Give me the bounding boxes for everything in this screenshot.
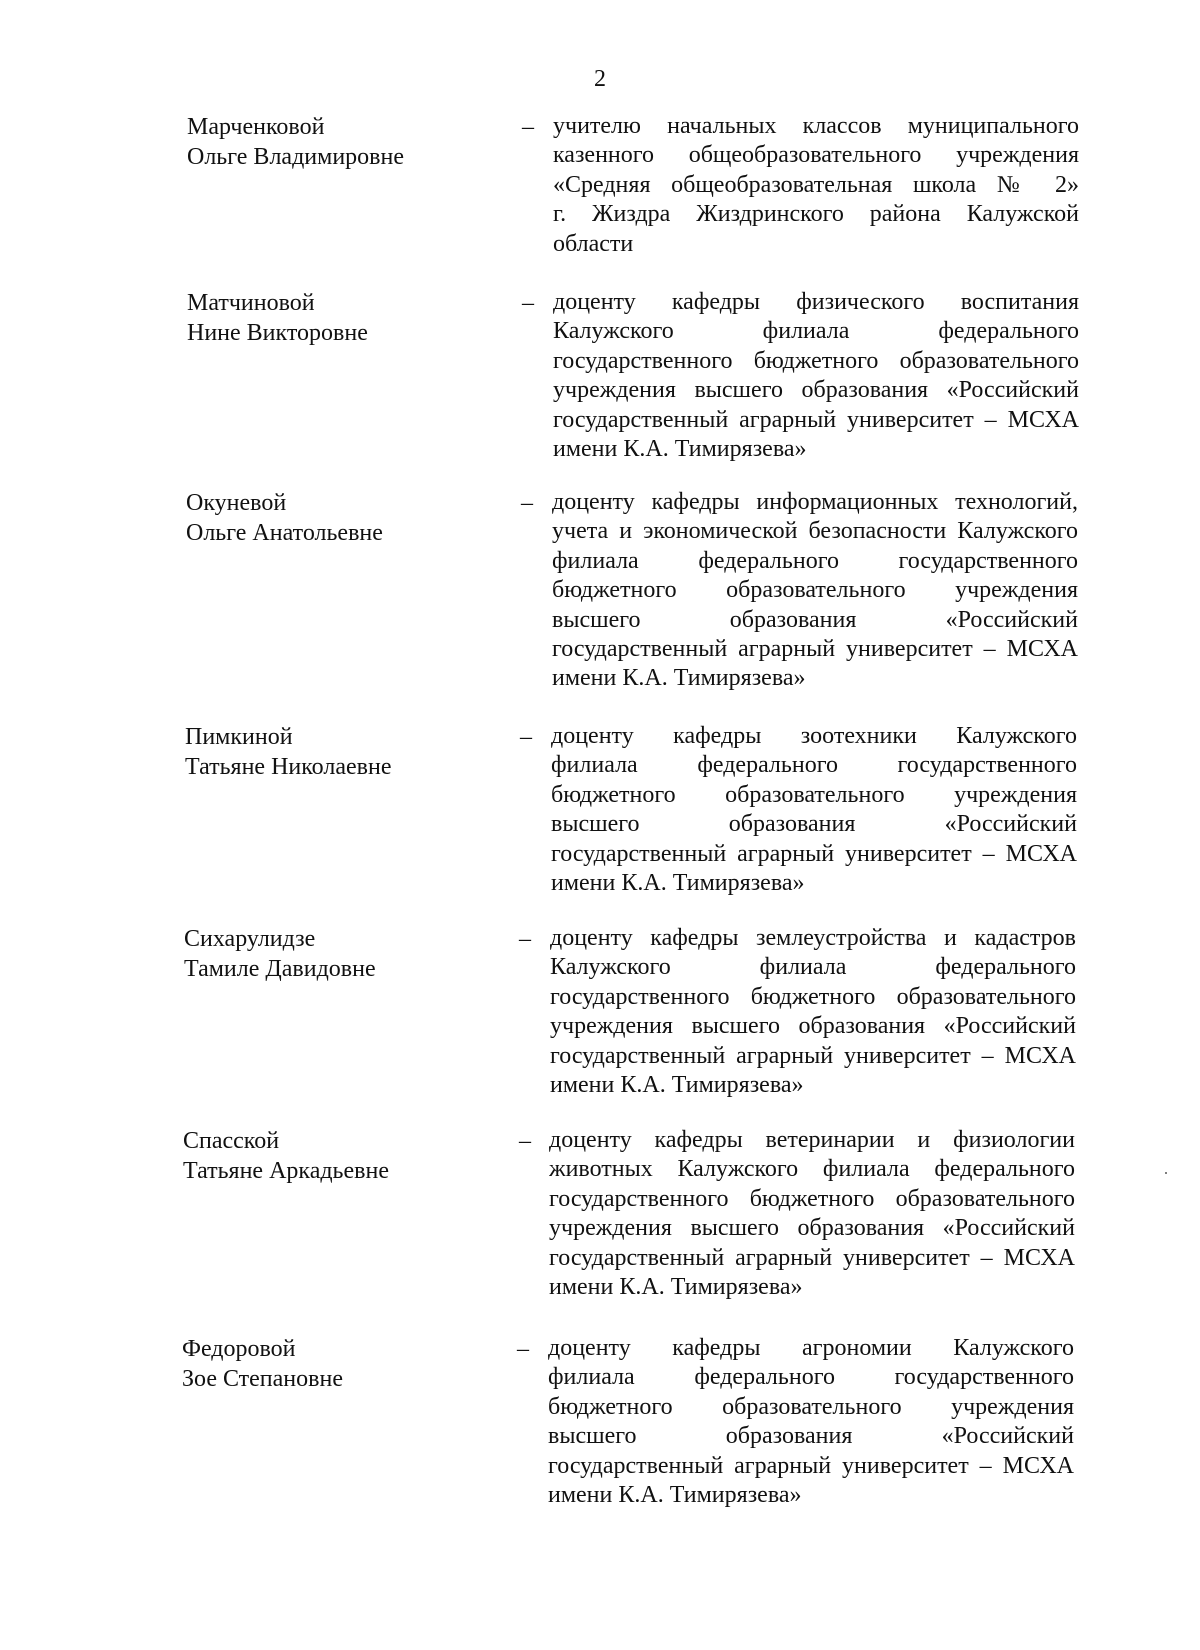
description-line: государственного бюджетного образовательного xyxy=(549,1185,1075,1212)
person-given-names: Татьяне Аркадьевне xyxy=(183,1158,389,1184)
description-line: учреждения высшего образования «Российский xyxy=(550,1013,1076,1040)
description-line: животных Калужского филиала федерального xyxy=(549,1156,1075,1183)
description-line: государственный аграрный университет – МСХА xyxy=(548,1452,1074,1479)
description-line: доценту кафедры зоотехники Калужского xyxy=(551,723,1077,749)
description-line: доценту кафедры физического воспитания xyxy=(553,289,1079,315)
description-line: учета и экономической безопасности Калужского xyxy=(552,518,1078,545)
position-description xyxy=(551,722,1077,898)
description-line: г. Жиздра Жиздринского района Калужской xyxy=(553,201,1079,228)
person-name xyxy=(187,288,487,348)
person-surname: Федоровой xyxy=(182,1336,296,1362)
person-given-names: Татьяне Николаевне xyxy=(185,754,392,780)
description-line: имени К.А. Тимирязева» xyxy=(553,436,807,463)
person-given-names: Ольге Владимировне xyxy=(187,144,404,170)
person-name xyxy=(187,112,487,172)
person-name xyxy=(185,722,485,782)
description-line: имени К.А. Тимирязева» xyxy=(552,665,806,692)
position-description xyxy=(552,488,1078,694)
description-line: филиала федерального государственного xyxy=(548,1364,1074,1391)
entry-dash: – xyxy=(519,926,531,952)
entry-dash: – xyxy=(522,114,534,140)
person-name xyxy=(183,1126,483,1186)
person-surname: Матчиновой xyxy=(187,290,315,316)
description-line: бюджетного образовательного учреждения xyxy=(551,781,1077,808)
person-name xyxy=(186,488,486,548)
description-line: государственного бюджетного образовательного xyxy=(550,983,1076,1010)
entry-dash: – xyxy=(519,1128,531,1154)
position-description xyxy=(548,1334,1074,1510)
description-line: бюджетного образовательного учреждения xyxy=(552,577,1078,604)
description-line: государственный аграрный университет – МСХА xyxy=(552,636,1078,663)
description-line: доценту кафедры ветеринарии и физиологии xyxy=(549,1127,1075,1153)
person-given-names: Тамиле Давидовне xyxy=(184,956,376,982)
person-name xyxy=(182,1334,482,1394)
page-number: 2 xyxy=(594,66,606,92)
position-description xyxy=(553,288,1079,464)
person-surname: Окуневой xyxy=(186,490,287,516)
description-line: учреждения высшего образования «Российский xyxy=(553,377,1079,404)
person-surname: Спасской xyxy=(183,1128,280,1154)
position-description xyxy=(549,1126,1075,1302)
scan-speck xyxy=(1165,1172,1167,1174)
description-line: государственный аграрный университет – МСХА xyxy=(553,406,1079,433)
description-line: высшего образования «Российский xyxy=(548,1423,1074,1450)
description-line: государственный аграрный университет – МСХА xyxy=(551,840,1077,867)
description-line: филиала федерального государственного xyxy=(551,752,1077,779)
entry-dash: – xyxy=(520,724,532,750)
description-line: имени К.А. Тимирязева» xyxy=(548,1482,802,1509)
description-line: высшего образования «Российский xyxy=(552,606,1078,633)
description-line: имени К.А. Тимирязева» xyxy=(550,1072,804,1099)
description-line: доценту кафедры агрономии Калужского xyxy=(548,1335,1074,1361)
position-description xyxy=(553,112,1079,259)
description-line: области xyxy=(553,230,634,257)
person-given-names: Зое Степановне xyxy=(182,1366,343,1392)
entry-dash: – xyxy=(522,290,534,316)
description-line: высшего образования «Российский xyxy=(551,811,1077,838)
description-line: государственный аграрный университет – МСХА xyxy=(549,1244,1075,1271)
description-line: казенного общеобразовательного учреждения xyxy=(553,142,1079,169)
person-surname: Марченковой xyxy=(187,114,325,140)
description-line: государственный аграрный университет – МСХА xyxy=(550,1042,1076,1069)
description-line: доценту кафедры информационных технологий, xyxy=(552,489,1078,515)
person-surname: Пимкиной xyxy=(185,724,293,750)
position-description xyxy=(550,924,1076,1100)
description-line: доценту кафедры землеустройства и кадастров xyxy=(550,925,1076,951)
description-line: государственного бюджетного образовательного xyxy=(553,347,1079,374)
description-line: Калужского филиала федерального xyxy=(550,954,1076,981)
description-line: имени К.А. Тимирязева» xyxy=(551,870,805,897)
description-line: учреждения высшего образования «Российский xyxy=(549,1215,1075,1242)
description-line: бюджетного образовательного учреждения xyxy=(548,1393,1074,1420)
description-line: «Средняя общеобразовательная школа № 2» xyxy=(553,171,1079,198)
description-line: учителю начальных классов муниципального xyxy=(553,113,1079,139)
person-surname: Сихарулидзе xyxy=(184,926,316,952)
description-line: имени К.А. Тимирязева» xyxy=(549,1274,803,1301)
description-line: Калужского филиала федерального xyxy=(553,318,1079,345)
entry-dash: – xyxy=(517,1336,529,1362)
person-given-names: Ольге Анатольевне xyxy=(186,520,383,546)
person-name xyxy=(184,924,484,984)
entry-dash: – xyxy=(521,490,533,516)
description-line: филиала федерального государственного xyxy=(552,547,1078,574)
person-given-names: Нине Викторовне xyxy=(187,320,368,346)
